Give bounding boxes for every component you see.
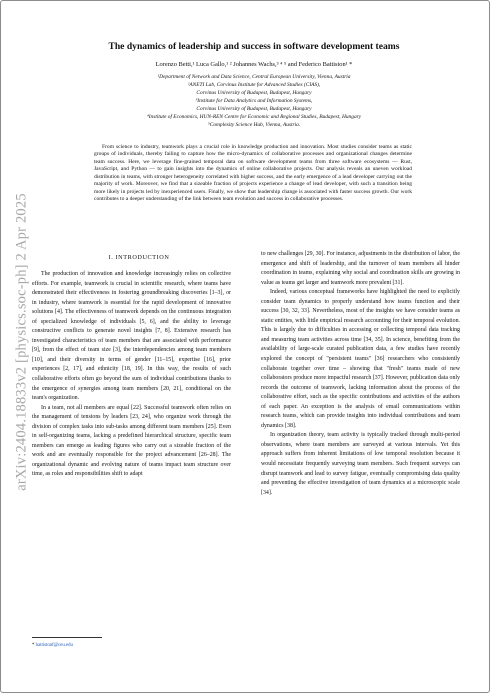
abstract-paragraph: From science to industry, teamwork plays a crucial role in knowledge production and innovation. Most studies consider teams as static groups of individuals, thereby failing to capture how the micro-dynamics of collaborative processes and organizational changes determine team success. Here, we leverage fine-grained temporal data on software development teams from three software ecosystems — Rust, JavaScript, and Python — to gain insights into the dynamics of online collaborative projects. Our analysis reveals an uneven workload distribution in teams, with stronger heterogeneity correlated with higher success, and the early emergence of a lead developer carrying out the majority of work. Moreover, we find that a sizeable fraction of projects experience a change of lead developer, with such a transition being more likely in projects led by inexperienced users. Finally, we show that leadership change is associated with faster success growth. Our work contributes to a deeper understanding of the link between team evolution and success in collaborative processes. <box>94 144 412 203</box>
left-column <box>32 270 231 480</box>
affiliation-line: ⁵Complexity Science Hub, Vienna, Austria. <box>207 122 301 128</box>
affiliation-line: Corvinus University of Budapest, Budapest, Hungary <box>196 106 312 112</box>
footnote <box>32 643 73 648</box>
affiliation-line: ⁴Institute of Economics, HUN-REN Centre for Economic and Regional Studies, Budapest, Hungary <box>146 114 362 120</box>
section-heading-introduction: I. INTRODUCTION <box>108 254 170 261</box>
arxiv-stamp: arXiv:2404.18833v2 [physics.soc-ph] 2 Apr 2025 <box>13 193 30 491</box>
footnote-marker: * <box>32 643 35 648</box>
body-paragraph: In organization theory, team activity is typically tracked through multi-period observations, where team members are surveyed at various intervals. Yet this approach suffers from inherent limitations of low temporal resolution because it would necessitate frequently surveying team members. Such frequent surveys can disrupt teamwork and lead to survey fatigue, eventually compromising data quality and preventing the effective investigation of team dynamics at a microscopic scale [34]. <box>261 432 460 496</box>
affiliation-line: ²ANETI Lab, Corvinus Institute for Advanced Studies (CIAS), <box>187 82 321 88</box>
affiliation-line: ¹Department of Network and Data Science, Central European University, Vienna, Austria <box>157 74 351 80</box>
abstract <box>94 144 412 204</box>
body-paragraph: In a team, not all members are equal [22]. Successful teamwork often relies on the management of tensions by leaders [23, 24], who organize work through the division of complex tasks into sub-tasks among different team members [25]. Even in self-organizing teams, lacking a predefined hierarchical structure, specific team members can emerge as leading figures who carry out a sizeable fraction of the work and are eventually responsible for the project advancement [26–28]. The organizational dynamic and evolving nature of teams impact team structure over time, as roles and responsibilities shift to adapt <box>32 404 231 478</box>
body-paragraph: The production of innovation and knowledge increasingly relies on collective efforts. For example, teamwork is crucial in scientific research, where teams have demonstrated their effectiveness in fostering groundbreaking discoveries [1–3], or in industry, where teamwork is essential for the rapid development of innovative solutions [4]. The effectiveness of teamwork depends on the continuous integration of specialized knowledge of individuals [5, 6], and the ability to leverage constructive conflicts to generate novel insights [7, 8]. Extensive research has investigated characteristics of team members that are associated with performance [9], from the effect of team size [3], the interdependencies among team members [10], and their diversity in terms of gender [11–15], expertise [16], prior experiences [2, 17], and ethnicity [18, 19]. In this way, the results of such collaborative efforts often go beyond the sum of individual contributions thanks to the emergence of synergies among team members [20, 21], conditional on the team's organization. <box>32 271 231 402</box>
affiliation-line: Corvinus University of Budapest, Budapest, Hungary <box>196 90 312 96</box>
body-paragraph: Indeed, various conceptual frameworks have highlighted the need to explicitly consider team dynamics to properly understand how teams function and their success [30, 32, 33]. Nevertheless, most of the insights we have consider teams as static entities, with little empirical research accounting for their temporal evolution. This is largely due to difficulties in accessing or collecting temporal data tracking and measuring team activities across time [34, 35]. In science, benefiting from the availability of large-scale curated publication data, a few studies have recently explored the concept of "persistent teams" [36] researchers who consistently collaborate together over time – showing that "fresh" teams made of new collaborators produce more impactful research [37]. However, publication data only records the outcome of teamwork, lacking information about the process of the collaborative effort, such as the specific contributions and activities of the authors of each paper. An exception is the analysis of email communications within research teams, which can provide insights into individual contributions and team dynamics [38]. <box>261 289 460 429</box>
affiliation-line: ³Institute for Data Analytics and Information Systems, <box>195 98 313 104</box>
right-column <box>261 250 460 498</box>
author-list: Lorenzo Betti,¹ Luca Gallo,¹ ² Johannes Wachs,³ ⁴ ⁵ and Federico Battiston¹ * <box>155 61 353 68</box>
body-paragraph: to new challenges [29, 30]. For instance, adjustments in the distribution of labor, the emergence and shift of leadership, and the turnover of team members all hinder coordination in teams, explaining why social and coordination skills are growing in value as teams get larger and teamwork more prevalent [31]. <box>261 251 460 286</box>
affiliations <box>44 73 464 129</box>
email-link[interactable]: battistonf@ceu.edu <box>35 643 73 648</box>
footnote-rule <box>32 637 102 638</box>
paper-title: The dynamics of leadership and success in software development teams <box>108 41 400 52</box>
